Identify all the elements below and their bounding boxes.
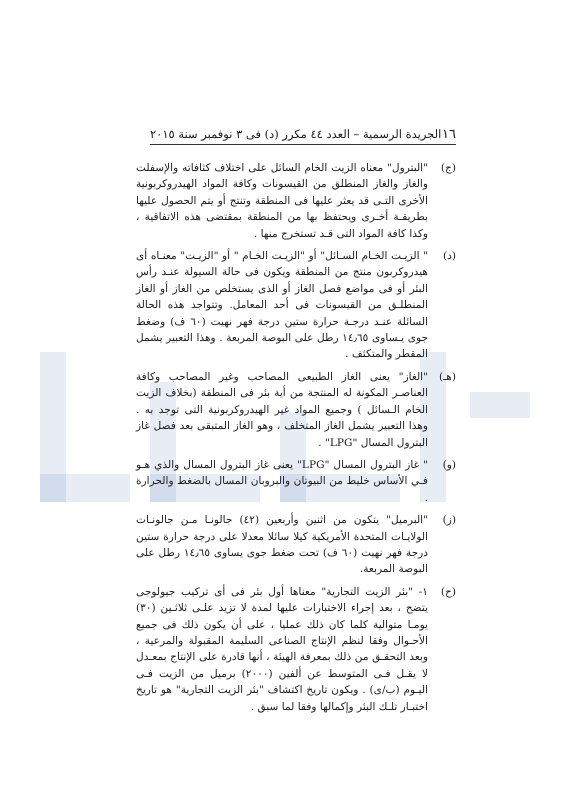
definition-item — [136, 369, 456, 451]
gazette-title: الجريدة الرسمية – العدد ٤٤ مكرر (د) فى ٣ نوفمبر سنة ٢٠١٥ — [150, 127, 442, 141]
item-label: (ز) — [442, 514, 456, 527]
definition-item — [136, 248, 456, 363]
definition-item — [136, 457, 456, 506]
item-text: "البرميل" يتكون من اثنين وأربعين (٤٢) جالونـا مـن جالونـات الولايـات المتحدة الأمريكية كيلا سائلا معدلا على درجة حرارة ستين درجة فهر نهيت (٦٠ ف) تحت ضغط جوى يساوى ١٤٫٦٥ رطل على البوصة المربعة. — [136, 514, 428, 576]
item-label: (ج) — [440, 162, 456, 174]
item-text: ١- "بئر الزيت التجارية" معناها أول بئر فى أى تركيب جيولوجى يتضح ، بعد إجراء الاختبارات عليها لمدة لا تزيد علـى ثلاثـين (٣٠) يومـا متوالية كلما كان ذلك عمليا ، على أن يكون ذلك فى جميع الأحـوال وفقا لنظم الإنتاج الصناعى السليمة المقبولة والمرعية ، وبعد التحقـق من ذلك بمعرفة الهيئة ، أنها قادرة على الإنتاج بمعـدل لا يقـل فـى المتوسط عن ألفين (٢٠٠٠) برميل من الزيت فـى اليـوم (ب/ى) . ويكون تاريخ اكتشاف "بئر الزيت التجارية" هو تاريخ اختبـار تلـك البئر وإكمالها وفقا لما سبق . — [136, 585, 428, 713]
item-text: " غاز البترول المسال "LPG" يعنى غاز البترول المسال والذي هـو فـي الأساس خليط من البيوتان والبروبان المسال بالضغط والحرارة . — [136, 458, 428, 504]
item-text: " الزيـت الخـام السـائل" أو "الزيـت الخـام " أو "الزيـت" معنـاه أى هيدروكربون منتج من المنطقة ويكون فى حالة السيولة عنـد رأس البئر أو فى مواضع فصل الغاز أو الذى يستخلص من الغاز أو الغاز المنطلـق من القيسونات فى أحد المعامل. وتتواجد هذه الحالة السائلة عنـد درجـة حرارة ستين درجة فهر نهيت (٦٠ ف) وضغط جوى يـساوى ١٤٫٦٥ رطل على البوصة المربعة . وهذا التعبير يشمل المقطر والمتكثف . — [136, 250, 429, 361]
item-label: (ح) — [440, 585, 456, 598]
item-text: "البترول" معناه الزيت الخام السائل على اختلاف كثافاته والإسفلت والغاز والغاز المنطلق من القيسونات وكافة المواد الهيدروكربونية الأخرى التـى قد يعثر عليها فى المنطقة وتنتج أو يتم الحصول عليها بطريقـة أخـرى ويحتفظ بها من المنطقة بمقتضى هذه الاتفاقية ، وكذا كافة المواد التى قـد تستخرج منها . — [136, 162, 428, 240]
item-label: (د) — [443, 250, 456, 263]
document-body — [136, 160, 456, 721]
item-text: "الغاز" يعنى الغاز الطبيعى المصاحب وغير المصاحب وكافة العناصـر المكونة له المنتجة من أية بئر فى المنطقة (بخلاف الزيت الخام الـسائل ) وجميع المواد غير الهيدروكربونية التى توجد به . وهذا التعبير يشمل الغاز المتخلف ، وهو الغاز المتبقى بعد فصل غاز البترول المسال "LPG" . — [136, 370, 428, 449]
definition-item — [136, 584, 456, 715]
item-label: (و) — [442, 458, 456, 471]
definition-item — [136, 512, 456, 578]
page-number: ١٦ — [442, 126, 456, 142]
item-label: (هـ) — [439, 370, 456, 383]
page-header — [150, 124, 456, 145]
definition-item — [136, 160, 456, 242]
